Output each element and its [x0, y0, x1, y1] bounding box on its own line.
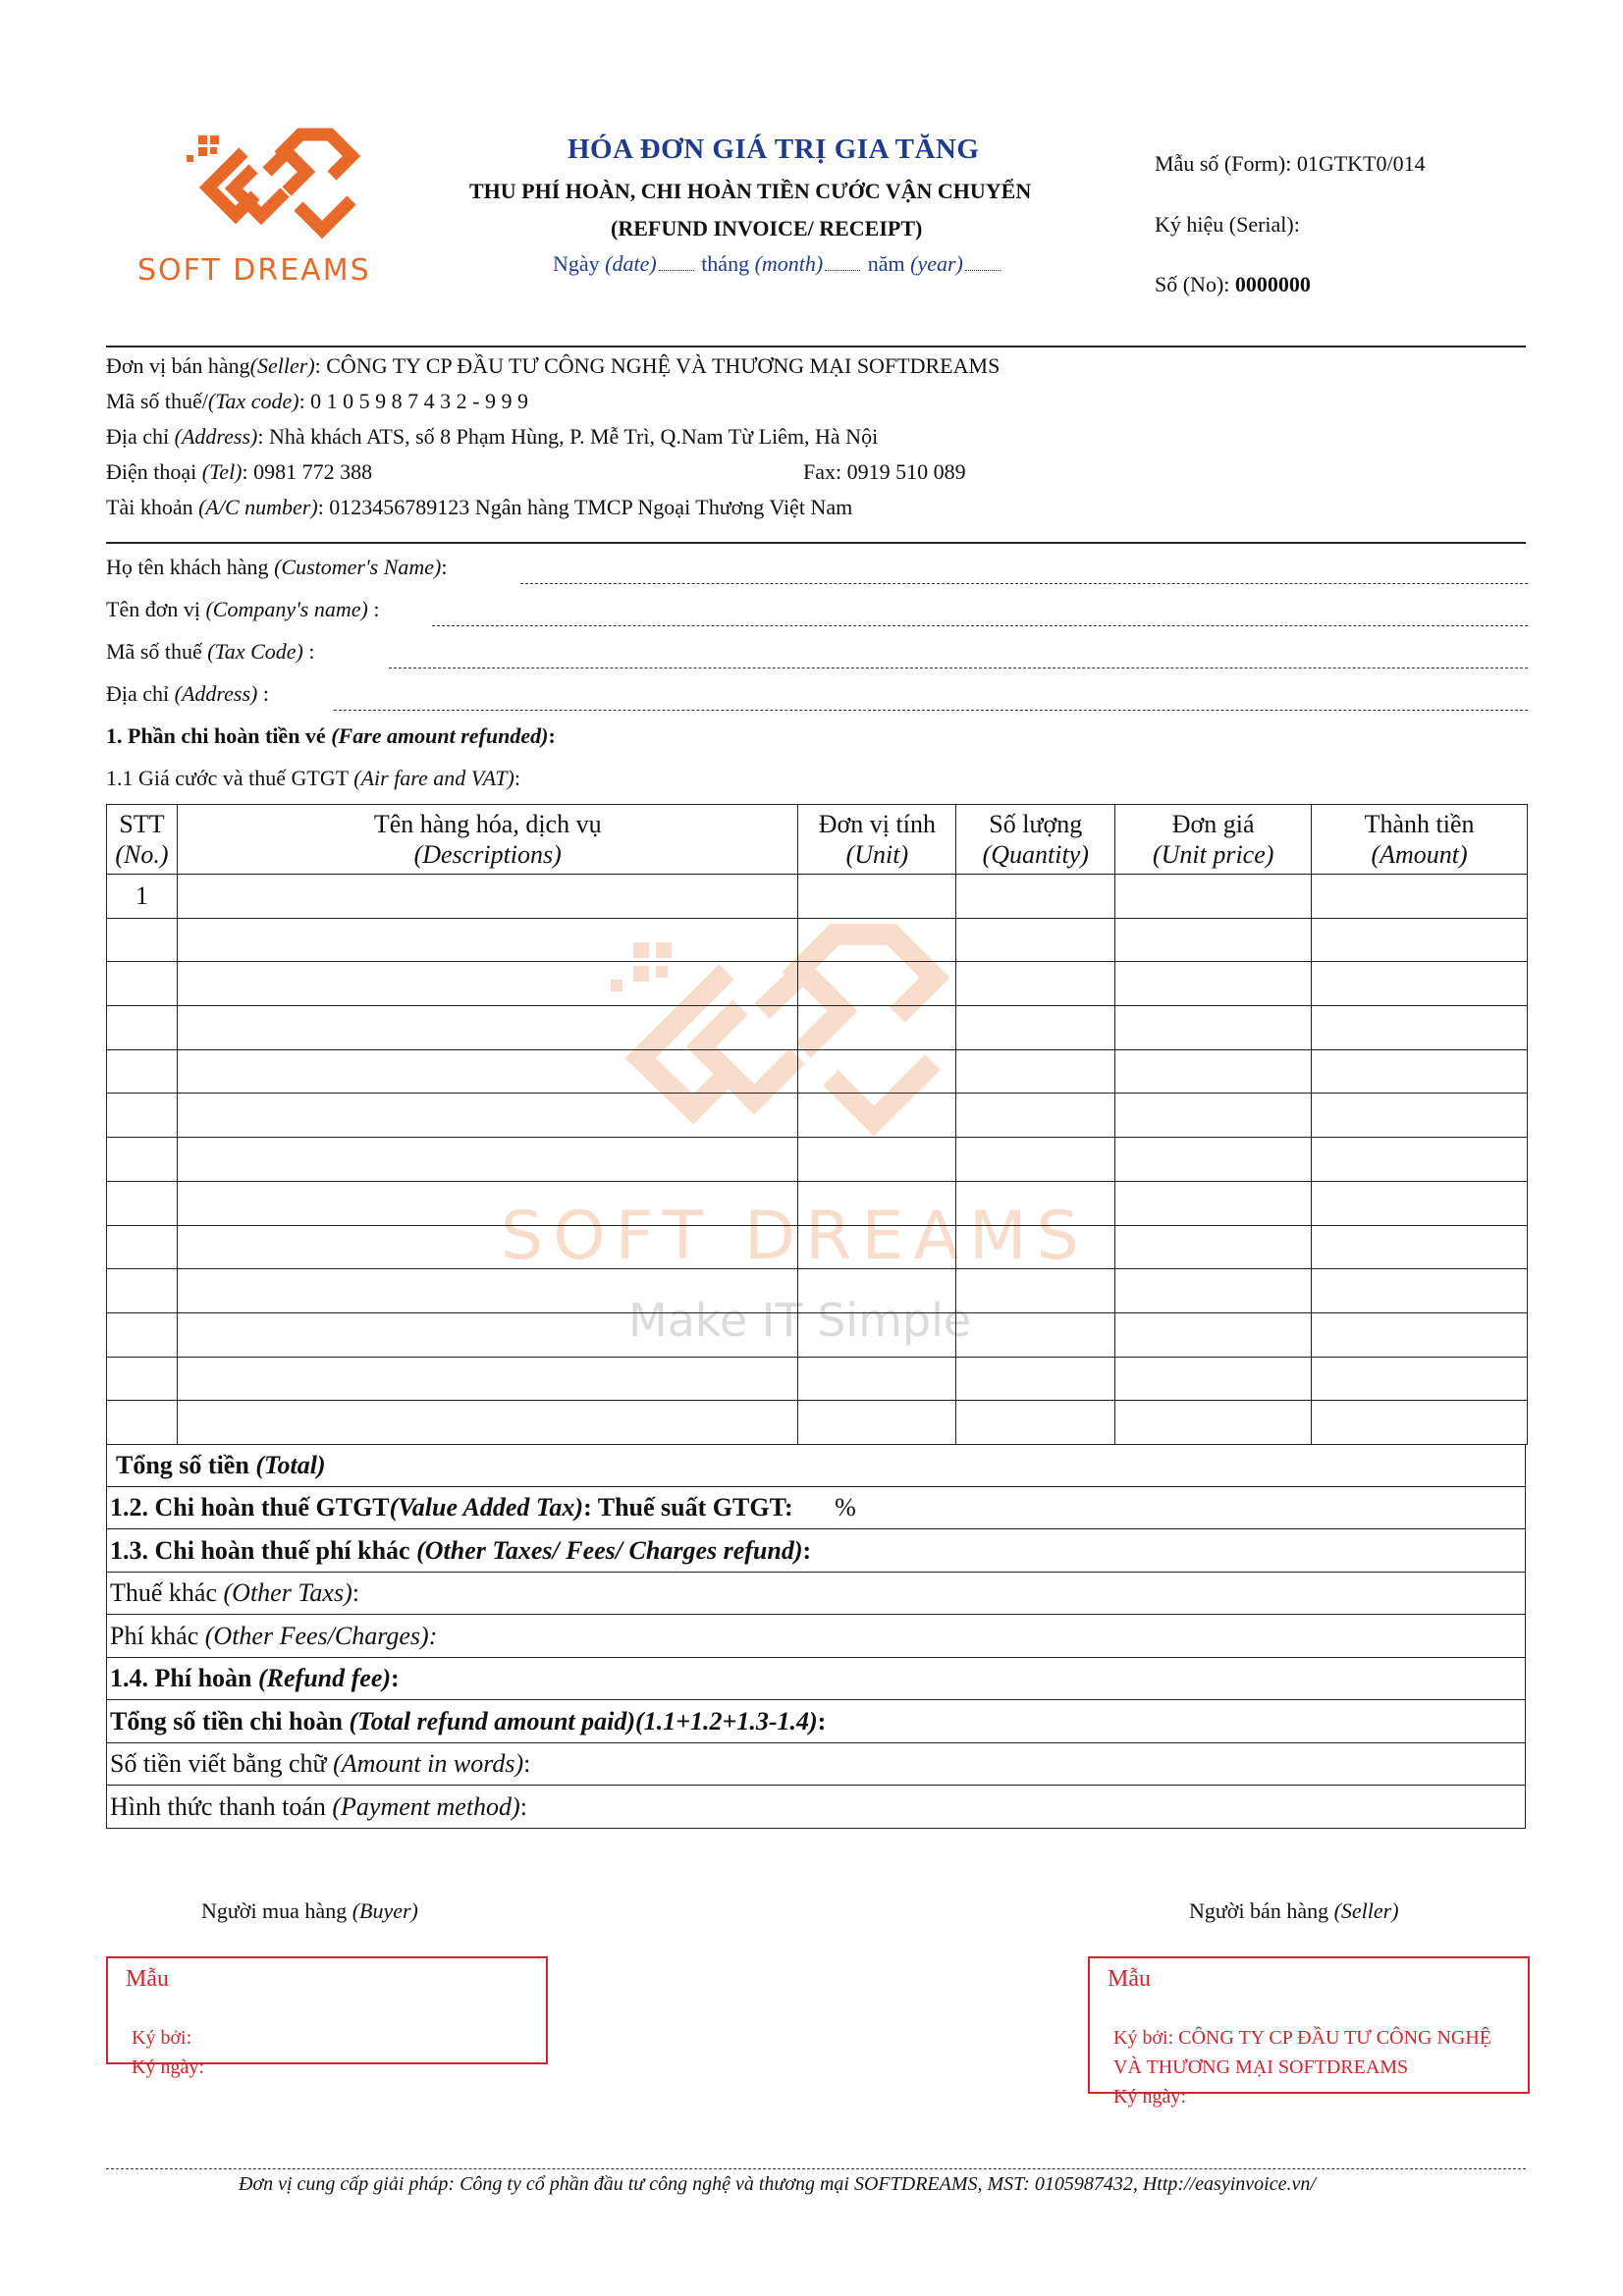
customer-address-row: Địa chỉ (Address) :	[106, 681, 270, 706]
section1-sub: 1.1 Giá cước và thuế GTGT (Air fare and VAT):	[106, 766, 520, 790]
table-cell[interactable]	[177, 1049, 797, 1094]
seller-tel-label: Điện thoại	[106, 459, 202, 484]
invoice-number-label: Số (No):	[1155, 272, 1230, 296]
table-header-row	[107, 805, 1528, 875]
refund-fee-label-en: (Refund fee)	[258, 1664, 392, 1692]
table-cell[interactable]	[1115, 1269, 1312, 1313]
year-label: năm	[867, 251, 905, 276]
table-cell[interactable]	[798, 1006, 956, 1050]
customer-tax-row: Mã số thuế (Tax Code) :	[106, 639, 315, 664]
table-cell[interactable]	[956, 875, 1115, 919]
seller-label-en: (Seller)	[1333, 1898, 1399, 1923]
table-cell[interactable]	[798, 918, 956, 962]
table-cell[interactable]	[798, 1049, 956, 1094]
seller-name-label-en: (Seller)	[249, 353, 315, 378]
seller-label-row	[1189, 1898, 1399, 1924]
table-cell[interactable]	[956, 1225, 1115, 1269]
divider	[106, 346, 1526, 347]
customer-tax-label-en: (Tax Code)	[207, 639, 303, 664]
table-cell[interactable]	[1115, 962, 1312, 1006]
table-row	[107, 1269, 1528, 1313]
table-cell[interactable]	[177, 1225, 797, 1269]
section1-heading-vi: 1. Phần chi hoàn tiền vé	[106, 723, 332, 748]
table-cell[interactable]	[798, 962, 956, 1006]
table-cell[interactable]	[798, 1401, 956, 1445]
table-cell[interactable]	[956, 1006, 1115, 1050]
table-cell[interactable]	[1312, 1269, 1528, 1313]
company-logo	[137, 118, 422, 288]
amount-in-words-label-en: (Amount in words)	[333, 1749, 524, 1778]
table-row	[107, 1401, 1528, 1445]
date-label-en: (date)	[605, 251, 657, 276]
vat-label-en: (Value Added Tax)	[389, 1493, 584, 1522]
seller-account-label-en: (A/C number)	[198, 495, 318, 519]
month-label: tháng	[701, 251, 750, 276]
payment-method-label-en: (Payment method)	[332, 1792, 520, 1821]
year-blank[interactable]	[965, 252, 1001, 271]
table-cell[interactable]	[956, 1181, 1115, 1225]
table-row	[107, 1138, 1528, 1182]
row-number-cell	[107, 1181, 178, 1225]
other-refund-label-en: (Other Taxes/ Fees/ Charges refund)	[416, 1536, 803, 1565]
total-label-en: (Total)	[255, 1451, 326, 1479]
table-cell[interactable]	[1115, 1138, 1312, 1182]
table-cell[interactable]	[1312, 1138, 1528, 1182]
table-cell[interactable]	[1312, 875, 1528, 919]
row-number-cell	[107, 1225, 178, 1269]
refund-fee-row: 1.4. Phí hoàn (Refund fee):	[106, 1657, 1526, 1700]
section1-sub-vi: 1.1 Giá cước và thuế GTGT	[106, 766, 354, 790]
table-row	[107, 1181, 1528, 1225]
table-row	[107, 1049, 1528, 1094]
customer-address-label: Địa chỉ	[106, 681, 175, 706]
table-cell[interactable]	[1115, 1094, 1312, 1138]
seller-address-label: Địa chỉ	[106, 424, 175, 449]
row-number-cell	[107, 1312, 178, 1357]
table-cell[interactable]	[1115, 875, 1312, 919]
table-row	[107, 875, 1528, 919]
table-row	[107, 1357, 1528, 1401]
table-cell[interactable]	[798, 1138, 956, 1182]
customer-tax-label: Mã số thuế	[106, 639, 208, 664]
seller-signature-box[interactable]	[1088, 1956, 1530, 2108]
table-row	[107, 1312, 1528, 1357]
year-label-en: (year)	[910, 251, 963, 276]
date-blank[interactable]	[659, 252, 694, 271]
row-number-cell: 1	[107, 875, 178, 919]
table-cell[interactable]	[956, 1312, 1115, 1357]
seller-signed-by: Ký bởi: CÔNG TY CP ĐẦU TƯ CÔNG NGHỆ	[1113, 2027, 1491, 2049]
seller-name-row	[106, 353, 1000, 379]
table-cell[interactable]	[1312, 1006, 1528, 1050]
seller-address-value: : Nhà khách ATS, số 8 Phạm Hùng, P. Mễ Trì, Q.Nam Từ Liêm, Hà Nội	[257, 424, 879, 449]
table-cell[interactable]	[956, 1401, 1115, 1445]
payment-method-label: Hình thức thanh toán	[110, 1792, 333, 1821]
row-number-cell	[107, 1401, 178, 1445]
row-number-cell	[107, 1006, 178, 1050]
table-cell[interactable]	[1115, 1312, 1312, 1357]
total-row	[106, 1444, 1526, 1487]
table-cell[interactable]	[1312, 1094, 1528, 1138]
footer-text: Đơn vị cung cấp giải pháp: Công ty cổ phần đầu tư công nghệ và thương mại SOFTDREAMS, MST: 0105987432, Http://easyinvoice.vn/	[239, 2173, 1316, 2195]
customer-name-label-en: (Customer's Name)	[274, 555, 442, 579]
other-refund-label: 1.3. Chi hoàn thuế phí khác	[110, 1536, 417, 1565]
customer-tax-field[interactable]	[389, 667, 1528, 668]
table-cell[interactable]	[1312, 918, 1528, 962]
table-cell[interactable]	[177, 1094, 797, 1138]
table-cell[interactable]	[798, 1269, 956, 1313]
column-header-no: STT (No.)	[107, 805, 178, 875]
watermark-brand: SOFT DREAMS	[501, 1198, 1089, 1275]
footer-divider	[106, 2168, 1526, 2169]
row-number-cell	[107, 1049, 178, 1094]
table-cell[interactable]	[1115, 1225, 1312, 1269]
vat-row	[106, 1486, 1526, 1529]
seller-address-label-en: (Address)	[174, 424, 258, 449]
table-cell[interactable]	[798, 1357, 956, 1401]
total-label: Tổng số tiền	[116, 1451, 256, 1479]
seller-tax-label-en: (Tax code)	[207, 389, 299, 413]
table-cell[interactable]	[956, 1094, 1115, 1138]
row-number-cell	[107, 1094, 178, 1138]
table-cell[interactable]	[1312, 1312, 1528, 1357]
table-cell[interactable]	[177, 962, 797, 1006]
invoice-subtitle: THU PHÍ HOÀN, CHI HOÀN TIỀN CƯỚC VẬN CHUYỂN	[469, 179, 1032, 203]
section1-heading: 1. Phần chi hoàn tiền vé (Fare amount refunded):	[106, 723, 556, 748]
table-cell[interactable]	[177, 1357, 797, 1401]
company-name-label: Tên đơn vị	[106, 597, 206, 621]
refund-total-label-en: (Total refund amount paid)(1.1+1.2+1.3-1.4)	[349, 1707, 818, 1735]
seller-name-value: : CÔNG TY CP ĐẦU TƯ CÔNG NGHỆ VÀ THƯƠNG MẠI SOFTDREAMS	[314, 353, 1001, 378]
seller-tax-row	[106, 389, 528, 414]
buyer-signed-date: Ký ngày:	[132, 2056, 204, 2078]
column-header-description: Tên hàng hóa, dịch vụ (Descriptions)	[177, 805, 797, 875]
other-taxes-label-en: (Other Taxs)	[223, 1578, 352, 1607]
table-cell[interactable]	[1312, 962, 1528, 1006]
seller-signed-by-2: VÀ THƯƠNG MẠI SOFTDREAMS	[1113, 2056, 1409, 2078]
table-row	[107, 918, 1528, 962]
table-cell[interactable]	[177, 918, 797, 962]
table-cell[interactable]	[1312, 1181, 1528, 1225]
table-cell[interactable]	[177, 1138, 797, 1182]
invoice-number-value: 0000000	[1234, 272, 1311, 296]
seller-tel-label-en: (Tel)	[201, 459, 243, 484]
buyer-signature-box[interactable]	[106, 1956, 548, 2078]
table-row	[107, 962, 1528, 1006]
seller-tel-value: : 0981 772 388	[242, 459, 373, 484]
amount-in-words-row: Số tiền viết bằng chữ (Amount in words):	[106, 1742, 1526, 1786]
table-cell[interactable]	[1312, 1357, 1528, 1401]
seller-account-value: : 0123456789123 Ngân hàng TMCP Ngoại Thương Việt Nam	[317, 495, 853, 519]
seller-name-label: Đơn vị bán hàng	[106, 353, 250, 378]
table-cell[interactable]	[956, 962, 1115, 1006]
column-header-unit: Đơn vị tính (Unit)	[798, 805, 956, 875]
other-fees-label-en: (Other Fees/Charges):	[204, 1622, 438, 1650]
table-cell[interactable]	[956, 1049, 1115, 1094]
row-number-cell	[107, 1269, 178, 1313]
table-row	[107, 1225, 1528, 1269]
table-row	[107, 1006, 1528, 1050]
payment-method-row: Hình thức thanh toán (Payment method):	[106, 1786, 1526, 1829]
column-header-unit-price: Đơn giá (Unit price)	[1115, 805, 1312, 875]
table-cell[interactable]	[177, 1312, 797, 1357]
customer-name-label: Họ tên khách hàng	[106, 555, 275, 579]
seller-tax-label: Mã số thuế/	[106, 389, 208, 413]
other-taxes-row: Thuế khác (Other Taxs):	[106, 1572, 1526, 1615]
items-table	[106, 804, 1528, 1445]
row-number-cell	[107, 962, 178, 1006]
column-header-amount: Thành tiền (Amount)	[1312, 805, 1528, 875]
table-cell[interactable]	[177, 1181, 797, 1225]
table-cell[interactable]	[1115, 1401, 1312, 1445]
seller-fax: Fax: 0919 510 089	[803, 459, 966, 484]
refund-total-label: Tổng số tiền chi hoàn	[110, 1707, 350, 1735]
logo-text-soft: SOFT	[137, 253, 222, 288]
table-cell[interactable]	[798, 875, 956, 919]
seller-tax-value: : 0 1 0 5 9 8 7 4 3 2 - 9 9 9	[298, 389, 529, 413]
table-cell[interactable]	[798, 1225, 956, 1269]
table-cell[interactable]	[956, 1138, 1115, 1182]
buyer-label-en: (Buyer)	[352, 1898, 418, 1923]
seller-signed-date: Ký ngày:	[1113, 2086, 1186, 2108]
table-cell[interactable]	[1115, 1357, 1312, 1401]
section1-sub-en: (Air fare and VAT)	[353, 766, 514, 790]
date-label: Ngày	[553, 251, 600, 276]
company-name-row: Tên đơn vị (Company's name) :	[106, 597, 380, 621]
buyer-signature-title: Mẫu	[126, 1966, 169, 1992]
other-fees-label: Phí khác	[110, 1622, 205, 1650]
seller-address-row	[106, 424, 878, 450]
refund-total-row: Tổng số tiền chi hoàn (Total refund amount paid)(1.1+1.2+1.3-1.4):	[106, 1700, 1526, 1743]
table-cell[interactable]	[1115, 1049, 1312, 1094]
table-cell[interactable]	[177, 1006, 797, 1050]
seller-label: Người bán hàng	[1189, 1898, 1334, 1923]
table-cell[interactable]	[177, 875, 797, 919]
table-body	[107, 875, 1528, 1445]
divider	[106, 542, 1526, 544]
table-cell[interactable]	[798, 1312, 956, 1357]
buyer-label-row	[201, 1898, 418, 1924]
amount-in-words-label: Số tiền viết bằng chữ	[110, 1749, 334, 1778]
customer-name-field[interactable]	[520, 583, 1528, 584]
row-number-cell	[107, 918, 178, 962]
table-cell[interactable]	[1115, 1006, 1312, 1050]
seller-signature-title: Mẫu	[1108, 1966, 1151, 1992]
refund-fee-label: 1.4. Phí hoàn	[110, 1664, 258, 1692]
table-cell[interactable]	[1312, 1225, 1528, 1269]
table-cell[interactable]	[1312, 1049, 1528, 1094]
company-name-label-en: (Company's name)	[205, 597, 368, 621]
vat-percent: %	[835, 1493, 856, 1522]
company-name-field[interactable]	[432, 625, 1528, 626]
seller-account-row	[106, 495, 852, 520]
seller-tel-row	[106, 459, 372, 485]
buyer-label: Người mua hàng	[201, 1898, 352, 1923]
table-cell[interactable]	[956, 1357, 1115, 1401]
date-line	[553, 251, 1002, 277]
table-row	[107, 1094, 1528, 1138]
month-label-en: (month)	[754, 251, 824, 276]
logo-text-dreams: DREAMS	[233, 253, 371, 288]
table-cell[interactable]	[798, 1094, 956, 1138]
customer-address-label-en: (Address)	[174, 681, 258, 706]
customer-address-field[interactable]	[334, 710, 1528, 711]
section1-heading-en: (Fare amount refunded)	[331, 723, 549, 748]
other-taxes-label: Thuế khác	[110, 1578, 224, 1607]
row-number-cell	[107, 1138, 178, 1182]
row-number-cell	[107, 1357, 178, 1401]
table-cell[interactable]	[956, 918, 1115, 962]
table-cell[interactable]	[1115, 918, 1312, 962]
form-number: Mẫu số (Form): 01GTKT0/014	[1155, 151, 1426, 176]
other-fees-row	[106, 1615, 1526, 1658]
table-cell[interactable]	[956, 1269, 1115, 1313]
invoice-title: HÓA ĐƠN GIÁ TRỊ GIA TĂNG	[568, 133, 980, 165]
table-cell[interactable]	[177, 1401, 797, 1445]
invoice-number	[1155, 272, 1311, 297]
vat-rate-label: : Thuế suất GTGT:	[583, 1493, 793, 1522]
table-cell[interactable]	[177, 1269, 797, 1313]
other-refund-row: 1.3. Chi hoàn thuế phí khác (Other Taxes/ Fees/ Charges refund):	[106, 1529, 1526, 1573]
customer-name-row: Họ tên khách hàng (Customer's Name):	[106, 555, 448, 579]
column-header-quantity: Số lượng (Quantity)	[956, 805, 1115, 875]
vat-label: 1.2. Chi hoàn thuế GTGT	[110, 1493, 390, 1522]
invoice-subtitle-en: (REFUND INVOICE/ RECEIPT)	[611, 216, 923, 240]
table-cell[interactable]	[1115, 1181, 1312, 1225]
serial-label: Ký hiệu (Serial):	[1155, 212, 1300, 237]
watermark-tagline: Make IT Simple	[628, 1294, 972, 1347]
buyer-signed-by: Ký bởi:	[132, 2027, 192, 2049]
table-cell[interactable]	[798, 1181, 956, 1225]
table-cell[interactable]	[1312, 1401, 1528, 1445]
month-blank[interactable]	[825, 252, 860, 271]
seller-account-label: Tài khoản	[106, 495, 199, 519]
